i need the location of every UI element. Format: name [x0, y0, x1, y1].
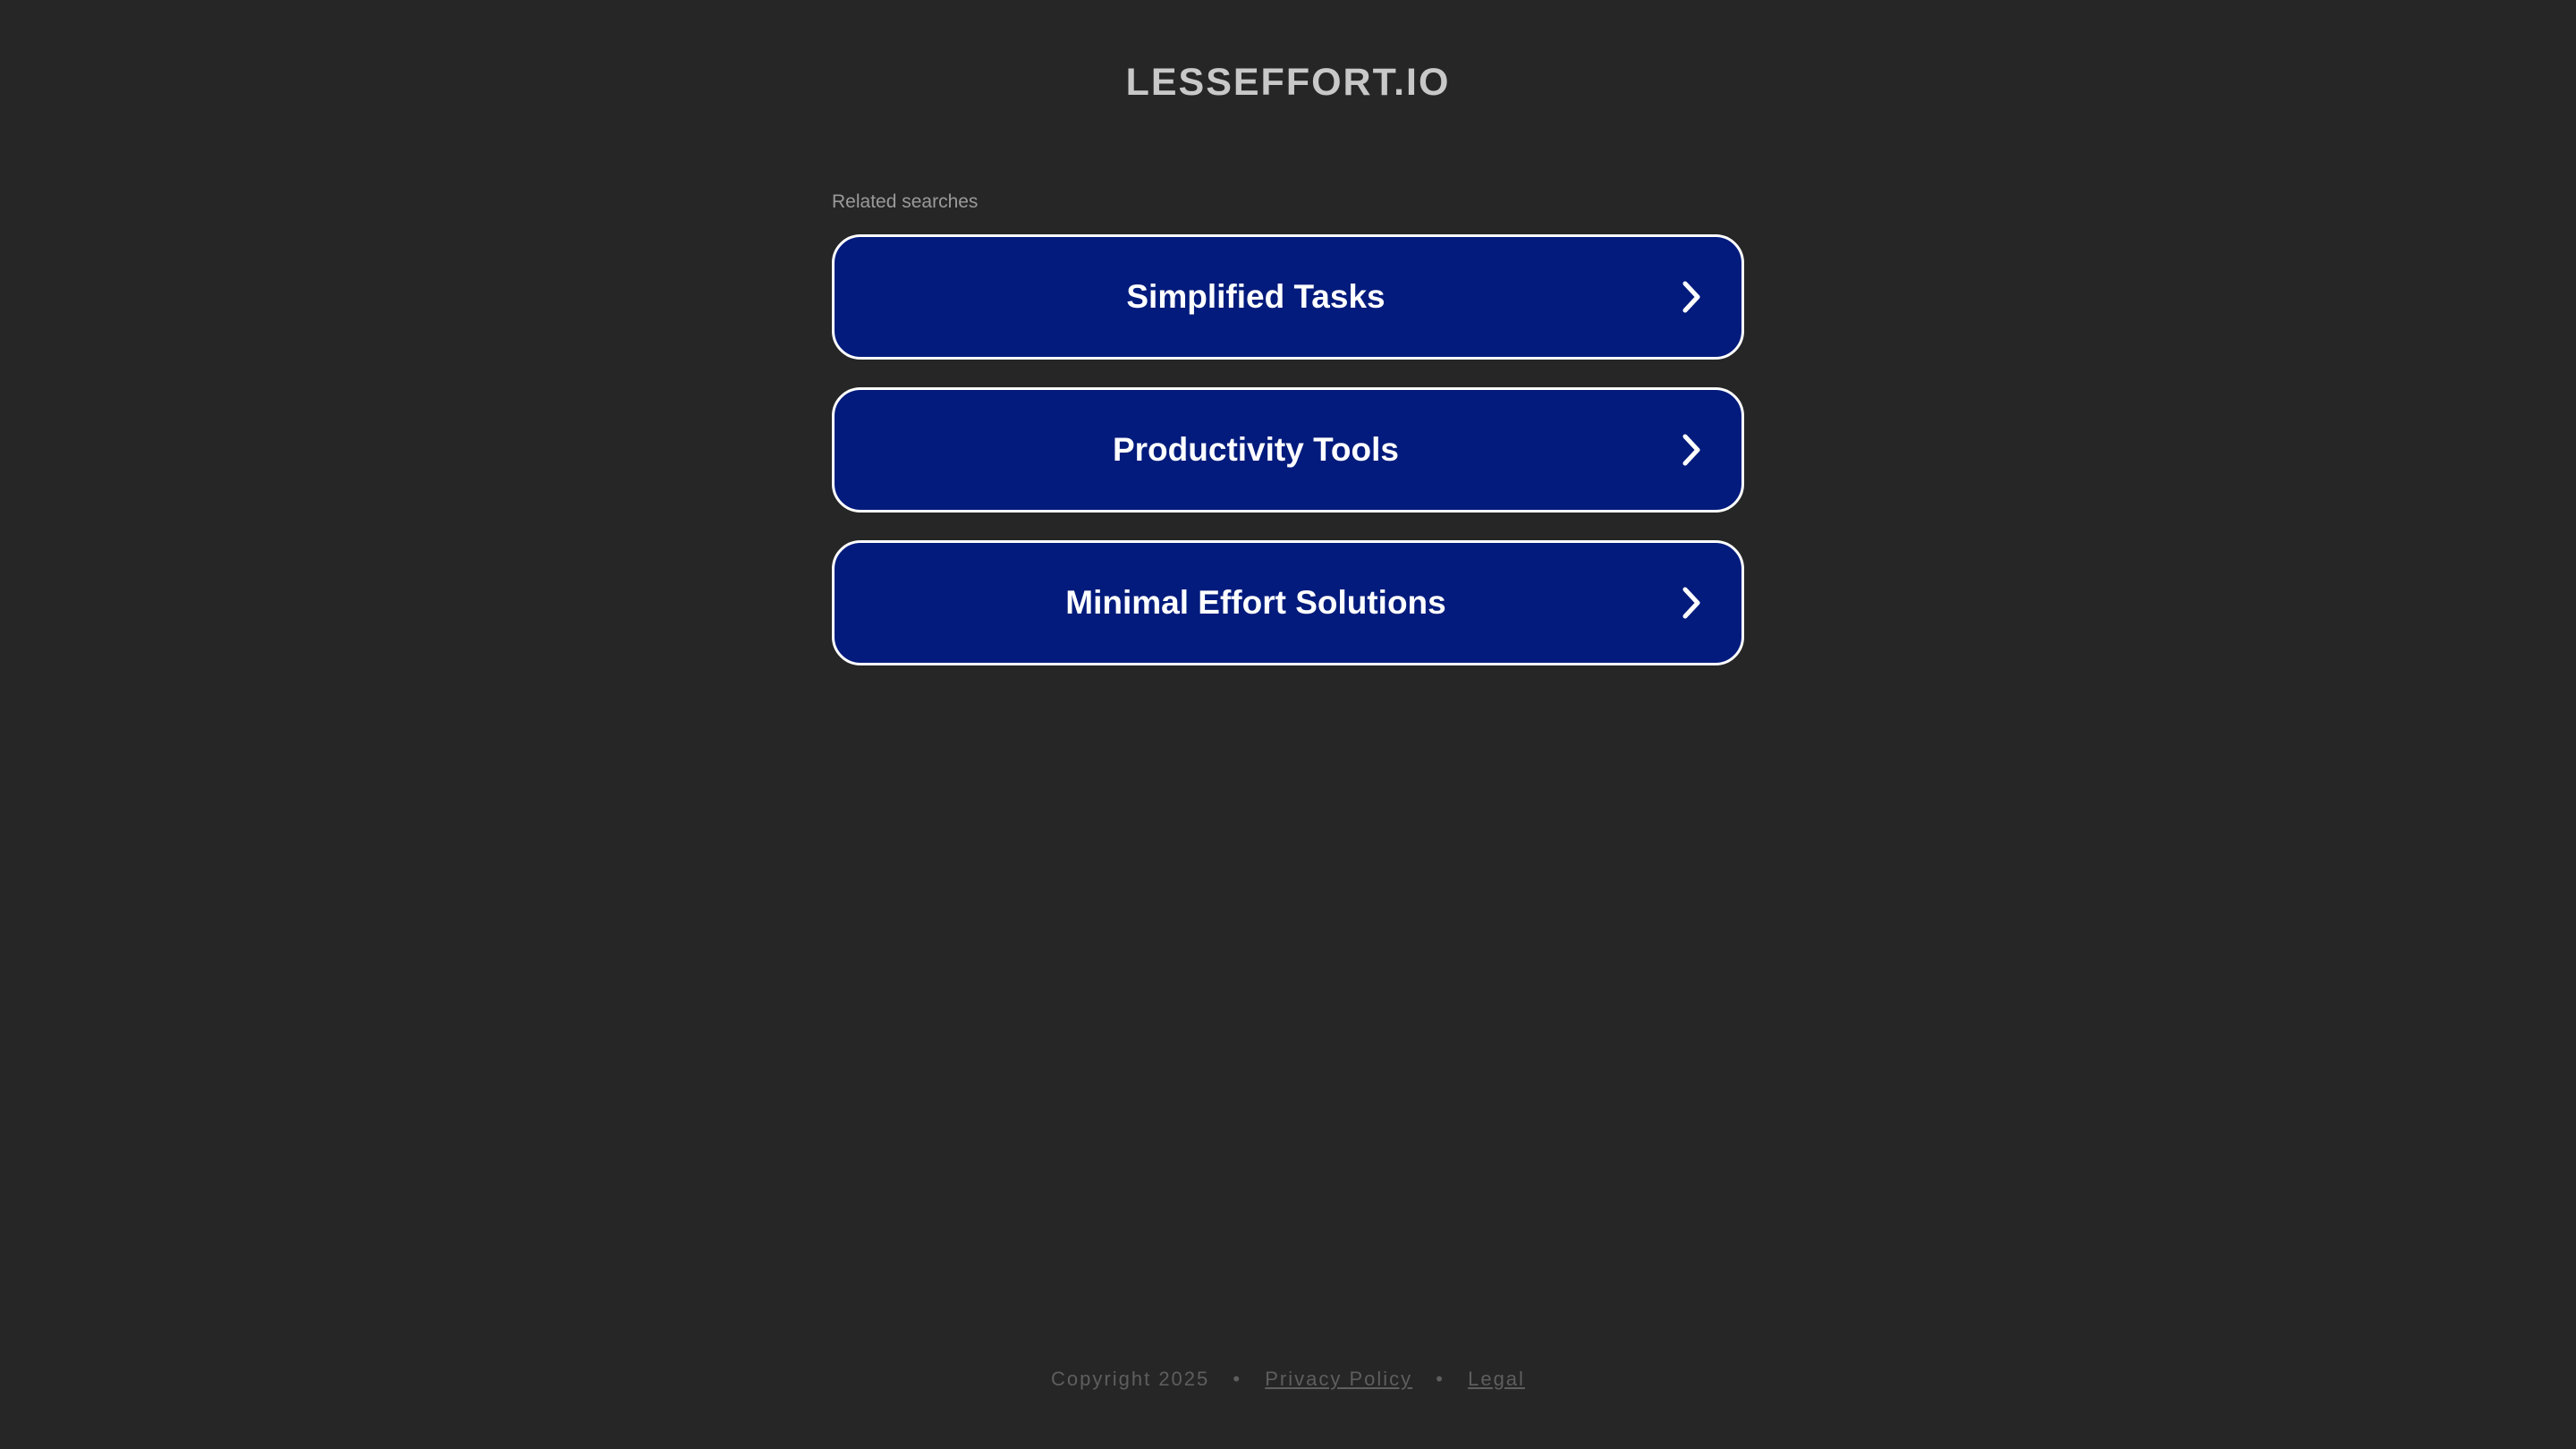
privacy-policy-link[interactable]: Privacy Policy: [1265, 1368, 1413, 1390]
footer-separator: •: [1436, 1368, 1445, 1390]
footer-separator: •: [1233, 1368, 1242, 1390]
chevron-right-icon: [1679, 279, 1704, 315]
related-searches: [832, 190, 1744, 693]
related-search-link[interactable]: [832, 540, 1744, 665]
related-search-label: Productivity Tools: [1112, 431, 1399, 468]
related-searches-label: Related searches: [832, 191, 979, 212]
related-search-label: Simplified Tasks: [1126, 278, 1385, 315]
chevron-right-icon: [1679, 585, 1704, 621]
chevron-right-icon: [1679, 432, 1704, 468]
related-search-link[interactable]: [832, 387, 1744, 513]
legal-link[interactable]: Legal: [1468, 1368, 1525, 1390]
copyright-text: Copyright 2025: [1051, 1368, 1210, 1390]
related-search-label: Minimal Effort Solutions: [1065, 584, 1446, 621]
site-title: LESSEFFORT.IO: [1125, 61, 1451, 104]
related-search-link[interactable]: [832, 234, 1744, 360]
footer: [0, 1367, 2576, 1392]
